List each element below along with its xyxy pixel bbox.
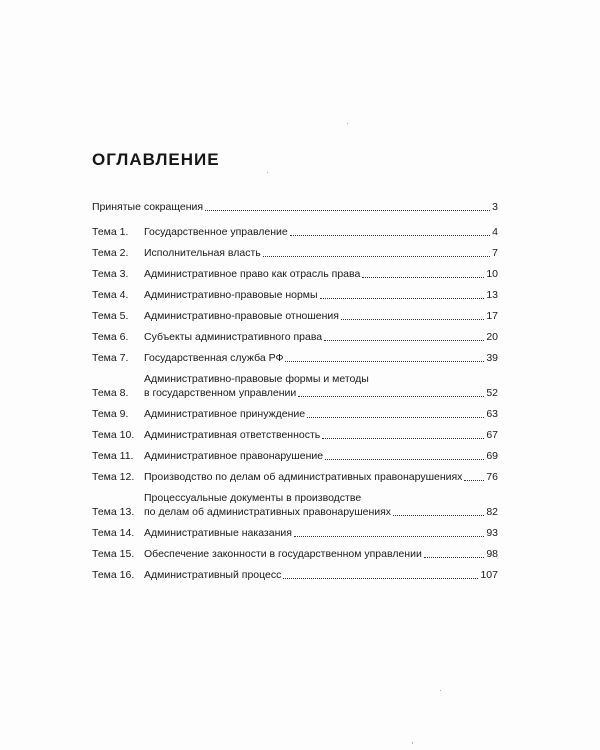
toc-entry-title: Административно-правовые отношения xyxy=(144,310,339,322)
toc-entry-title: Исполнительная власть xyxy=(144,247,261,259)
toc-entry-title: Государственное управление xyxy=(144,226,288,238)
toc-page-number: 39 xyxy=(486,352,498,364)
toc-entry xyxy=(92,428,498,442)
toc-entry-title: Административное принуждение xyxy=(144,408,306,420)
dot-leader xyxy=(324,339,484,341)
toc-entry-title: в государственном управлении xyxy=(144,387,297,399)
toc-entry xyxy=(92,449,498,463)
toc-entry-title: Государственная служба РФ xyxy=(144,352,284,364)
toc-page-number: 98 xyxy=(486,548,498,560)
toc-entry xyxy=(92,309,498,323)
toc-page-number: 13 xyxy=(486,289,498,301)
toc-entry xyxy=(92,246,498,260)
toc-entry-title: Производство по делам об административных правонарушениях xyxy=(144,471,463,483)
dot-leader xyxy=(294,535,484,537)
dot-leader xyxy=(464,479,484,481)
toc-entry xyxy=(92,267,498,281)
toc-entry-title: Административное право как отрасль права xyxy=(144,268,361,280)
dot-leader xyxy=(393,514,484,516)
toc-topic-number: Тема 6. xyxy=(92,331,129,343)
toc-entry xyxy=(92,330,498,344)
toc-page-number: 20 xyxy=(486,331,498,343)
toc-page-number: 76 xyxy=(486,471,498,483)
scan-speck xyxy=(267,172,268,173)
toc-entry xyxy=(92,225,498,239)
dot-leader xyxy=(325,458,484,460)
toc-topic-number: Тема 3. xyxy=(92,268,129,280)
dot-leader xyxy=(283,577,478,579)
toc-topic-number: Тема 14. xyxy=(92,527,135,539)
dot-leader xyxy=(424,556,484,558)
toc-topic-number: Тема 13. xyxy=(92,506,135,518)
toc-entry-title: Административно-правовые формы и методы xyxy=(144,373,369,385)
toc-entry xyxy=(92,407,498,421)
toc-page-number: 10 xyxy=(486,268,498,280)
page-title: ОГЛАВЛЕНИЕ xyxy=(92,150,220,169)
toc-entry-abbreviations xyxy=(92,200,498,214)
toc-entry-title: Административный процесс xyxy=(144,569,282,581)
toc-page-number: 7 xyxy=(492,247,498,259)
toc-entry-title: Административная ответственность xyxy=(144,429,321,441)
toc-page-number: 93 xyxy=(486,527,498,539)
toc-page-number: 4 xyxy=(492,226,498,238)
dot-leader xyxy=(322,437,484,439)
scan-speck xyxy=(440,690,441,691)
toc-topic-number: Тема 4. xyxy=(92,289,129,301)
toc-entry xyxy=(92,526,498,540)
toc-entry-title: Административно-правовые нормы xyxy=(144,289,318,301)
toc-entry-title: по делам об административных правонарушениях xyxy=(144,506,392,518)
table-of-contents xyxy=(92,200,498,589)
toc-entry xyxy=(92,288,498,302)
toc-entry xyxy=(92,568,498,582)
toc-entry-title: Субъекты административного права xyxy=(144,331,323,343)
toc-topic-number: Тема 8. xyxy=(92,387,129,399)
toc-topic-number: Тема 15. xyxy=(92,548,135,560)
scan-speck xyxy=(412,742,413,744)
dot-leader xyxy=(307,416,484,418)
toc-topic-list xyxy=(92,225,498,582)
toc-page-number: 63 xyxy=(486,408,498,420)
dot-leader xyxy=(205,209,490,211)
toc-topic-number: Тема 16. xyxy=(92,569,135,581)
toc-entry-title: Процессуальные документы в производстве xyxy=(144,492,362,504)
toc-page-number: 67 xyxy=(486,429,498,441)
toc-entry xyxy=(92,470,498,484)
toc-page-number: 52 xyxy=(486,387,498,399)
toc-topic-number: Тема 2. xyxy=(92,247,129,259)
dot-leader xyxy=(263,255,490,257)
dot-leader xyxy=(285,360,484,362)
toc-entry xyxy=(92,351,498,365)
dot-leader xyxy=(362,276,484,278)
dot-leader xyxy=(341,318,484,320)
dot-leader xyxy=(298,395,484,397)
toc-topic-number: Тема 7. xyxy=(92,352,129,364)
toc-topic-number: Тема 12. xyxy=(92,471,135,483)
toc-entry-title: Обеспечение законности в государственном управлении xyxy=(144,548,422,560)
toc-topic-number: Тема 10. xyxy=(92,429,135,441)
scan-speck xyxy=(347,123,348,124)
dot-leader xyxy=(290,234,490,236)
toc-page-number: 69 xyxy=(486,450,498,462)
toc-page-number: 107 xyxy=(480,569,498,581)
dot-leader xyxy=(320,297,485,299)
toc-topic-number: Тема 9. xyxy=(92,408,129,420)
toc-entry-title: Принятые сокращения xyxy=(92,201,204,213)
toc-topic-number: Тема 1. xyxy=(92,226,129,238)
toc-topic-number: Тема 5. xyxy=(92,310,129,322)
toc-topic-number: Тема 11. xyxy=(92,450,134,462)
toc-entry xyxy=(92,372,498,400)
toc-page-number: 17 xyxy=(486,310,498,322)
toc-page-number: 82 xyxy=(486,506,498,518)
toc-entry-title: Административные наказания xyxy=(144,527,292,539)
toc-entry xyxy=(92,491,498,519)
toc-entry-title: Административное правонарушение xyxy=(144,450,324,462)
toc-page-number: 3 xyxy=(492,201,498,213)
toc-entry xyxy=(92,547,498,561)
